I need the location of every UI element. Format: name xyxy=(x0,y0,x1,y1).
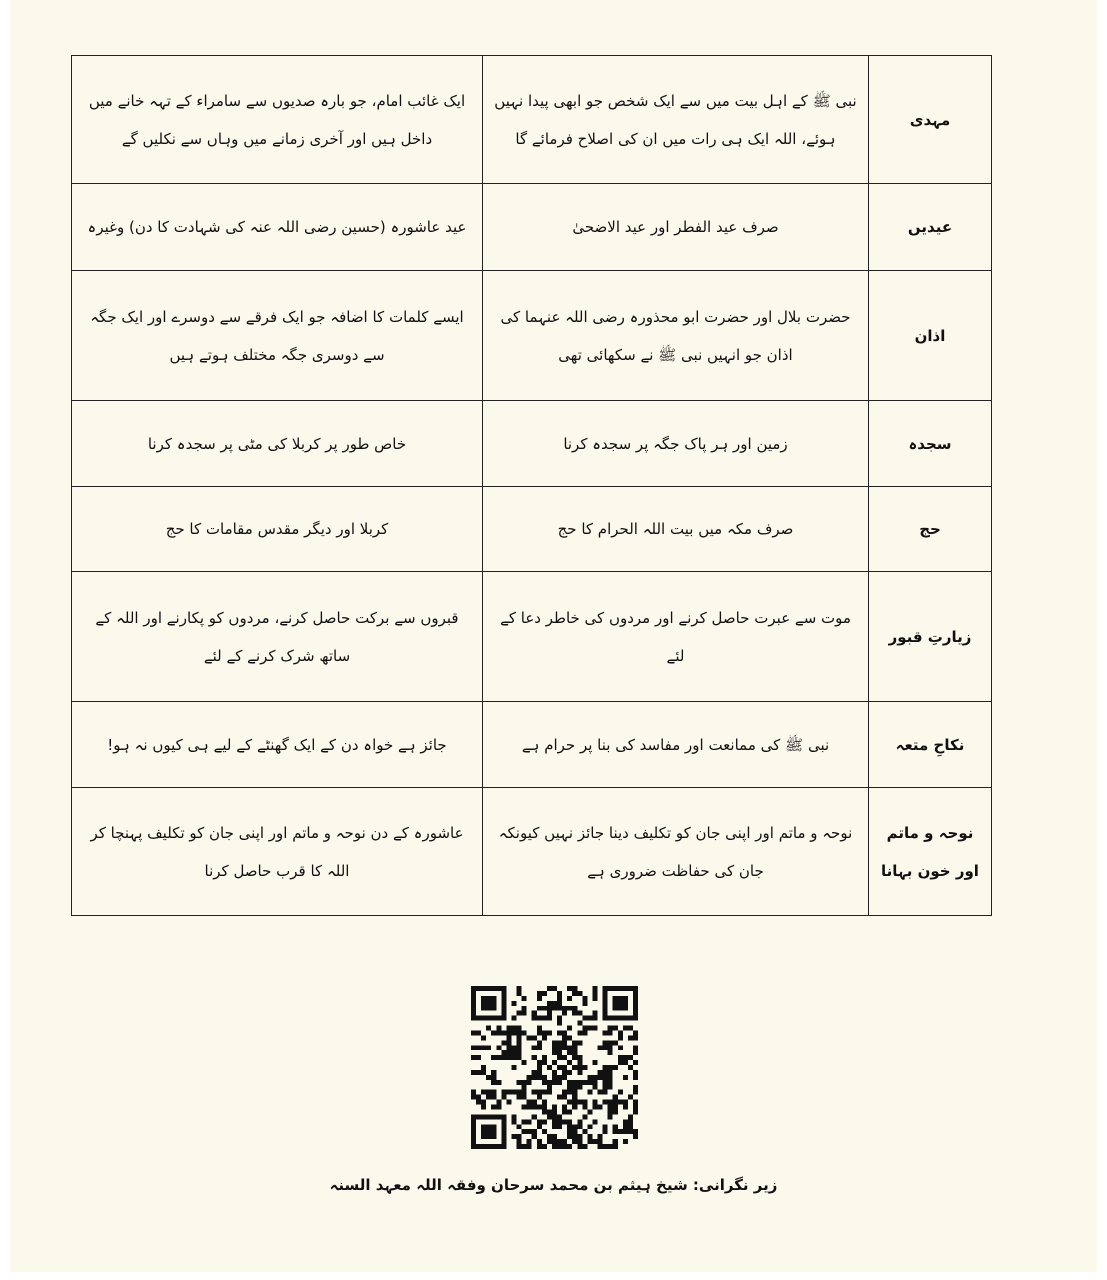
other-practice-cell: کربلا اور دیگر مقدس مقامات کا حج xyxy=(72,487,483,572)
table-row xyxy=(72,702,992,788)
qr-finder-pattern xyxy=(471,1114,506,1149)
sunni-practice-cell: صرف عید الفطر اور عید الاضحیٰ xyxy=(483,184,869,271)
table-row xyxy=(72,184,992,271)
sunni-practice-cell: نبی ﷺ کی ممانعت اور مفاسد کی بنا پر حرام ہے xyxy=(483,702,869,788)
table-row xyxy=(72,788,992,916)
topic-cell: نوحہ و ماتم اور خون بہانا xyxy=(869,788,992,916)
other-practice-cell: عید عاشورہ (حسین رضی اللہ عنہ کی شہادت کا دن) وغیرہ xyxy=(72,184,483,271)
table-row xyxy=(72,56,992,184)
qr-finder-pattern xyxy=(471,986,506,1021)
qr-code[interactable] xyxy=(471,986,638,1149)
supervision-footer: زیر نگرانی: شیخ ہیثم بن محمد سرحان وفقہ اللہ معہد السنہ xyxy=(329,1176,778,1194)
other-practice-cell: جائز ہے خواہ دن کے ایک گھنٹے کے لیے ہی کیوں نہ ہو! xyxy=(72,702,483,788)
comparison-table xyxy=(71,55,992,916)
topic-cell: عیدیں xyxy=(869,184,992,271)
table-row xyxy=(72,401,992,487)
other-practice-cell: عاشورہ کے دن نوحہ و ماتم اور اپنی جان کو تکلیف پہنچا کر اللہ کا قرب حاصل کرنا xyxy=(72,788,483,916)
topic-cell: اذان xyxy=(869,271,992,401)
qr-finder-pattern xyxy=(603,986,638,1021)
sunni-practice-cell: موت سے عبرت حاصل کرنے اور مردوں کی خاطر دعا کے لئے xyxy=(483,572,869,702)
sunni-practice-cell: زمین اور ہر پاک جگہ پر سجدہ کرنا xyxy=(483,401,869,487)
table-row xyxy=(72,271,992,401)
sunni-practice-cell: صرف مکہ میں بیت اللہ الحرام کا حج xyxy=(483,487,869,572)
other-practice-cell: ایک غائب امام، جو بارہ صدیوں سے سامراء کے تہہ خانے میں داخل ہیں اور آخری زمانے میں وہاں سے نکلیں گے xyxy=(72,56,483,184)
other-practice-cell: قبروں سے برکت حاصل کرنے، مردوں کو پکارنے اور اللہ کے ساتھ شرک کرنے کے لئے xyxy=(72,572,483,702)
bottom-edge xyxy=(0,1272,1107,1280)
right-edge xyxy=(1097,0,1107,1280)
topic-cell: حج xyxy=(869,487,992,572)
sunni-practice-cell: حضرت بلال اور حضرت ابو محذورہ رضی اللہ عنہما کی اذان جو انہیں نبی ﷺ نے سکھائی تھی xyxy=(483,271,869,401)
topic-cell: زیارتِ قبور xyxy=(869,572,992,702)
table-row xyxy=(72,487,992,572)
table-row xyxy=(72,572,992,702)
topic-cell: مہدی xyxy=(869,56,992,184)
topic-cell: نکاحِ متعہ xyxy=(869,702,992,788)
left-edge xyxy=(0,0,10,1280)
sunni-practice-cell: نبی ﷺ کے اہل بیت میں سے ایک شخص جو ابھی پیدا نہیں ہوئے، اللہ ایک ہی رات میں ان کی اصلاح فرمائے گا xyxy=(483,56,869,184)
topic-cell: سجدہ xyxy=(869,401,992,487)
other-practice-cell: ایسے کلمات کا اضافہ جو ایک فرقے سے دوسرے اور ایک جگہ سے دوسری جگہ مختلف ہوتے ہیں xyxy=(72,271,483,401)
sunni-practice-cell: نوحہ و ماتم اور اپنی جان کو تکلیف دینا جائز نہیں کیونکہ جان کی حفاظت ضروری ہے xyxy=(483,788,869,916)
other-practice-cell: خاص طور پر کربلا کی مٹی پر سجدہ کرنا xyxy=(72,401,483,487)
